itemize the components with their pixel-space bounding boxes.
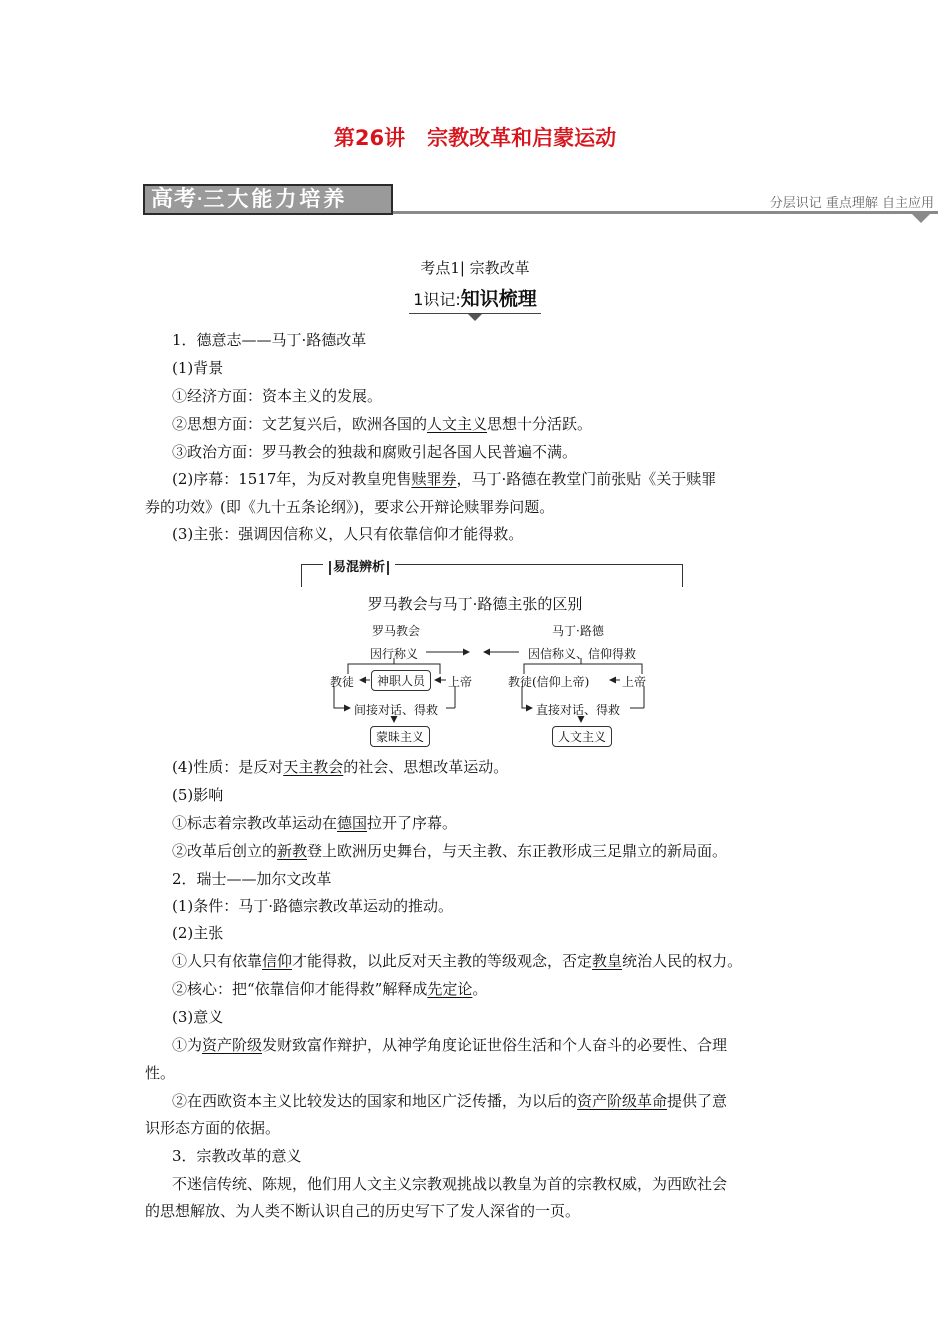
- significance-1-cont: 性。: [145, 1064, 176, 1082]
- influence-2: ②改革后创立的新教登上欧洲历史舞台，与天主教、东正教形成三足鼎立的新局面。: [172, 842, 728, 860]
- banner-rule: [393, 211, 938, 214]
- diagram-right-principle: 因信称义、信仰得救: [528, 647, 637, 661]
- comparison-diagram: [322, 618, 662, 750]
- banner-label: [143, 184, 393, 215]
- diagram-obscurantism-box: 蒙昧主义: [370, 726, 430, 747]
- banner-dot: ·: [197, 191, 204, 208]
- section-3-heading: 3．宗教改革的意义: [172, 1147, 302, 1165]
- diagram-left-principle: 因行称义: [370, 647, 419, 661]
- nature: (4)性质：是反对天主教会的社会、思想改革运动。: [172, 758, 509, 776]
- banner-subtitle: 三大能力培养: [203, 187, 348, 211]
- section-3-para-1: 不迷信传统、陈规，他们用人文主义宗教观挑战以教皇为首的宗教权威，为西欧社会: [172, 1175, 728, 1193]
- lecture-number: 第26讲: [333, 126, 406, 150]
- zhishi-number: 1识记:: [413, 290, 461, 309]
- prelude-line-1: (2)序幕：1517年，为反对教皇兜售赎罪券，马丁·路德在教堂门前张贴《关于赎罪: [172, 470, 717, 488]
- section-banner: [143, 184, 938, 224]
- significance-heading: (3)意义: [172, 1008, 224, 1026]
- diagram-left-believer: 教徒: [330, 675, 355, 689]
- banner-arrow-icon: [912, 214, 930, 223]
- significance-2: ②在西欧资本主义比较发达的国家和地区广泛传播，为以后的资产阶级革命提供了意: [172, 1092, 728, 1110]
- zhishi-heading: [0, 284, 950, 314]
- section-1-heading: 1．德意志——马丁·路德改革: [172, 331, 367, 349]
- zhishi-arrow-icon: [468, 314, 482, 321]
- diagram-right-god: 上帝: [622, 675, 647, 689]
- diagram-right-head: 马丁·路德: [552, 624, 604, 638]
- proposition: (3)主张：强调因信称义，人只有依靠信仰才能得救。: [172, 525, 524, 543]
- diagram-left-god: 上帝: [448, 675, 473, 689]
- confusion-box-label: 易混辨析: [323, 556, 395, 575]
- section-3-para-2: 的思想解放、为人类不断认识自己的历史写下了发人深省的一页。: [145, 1202, 581, 1220]
- background-economic: ①经济方面：资本主义的发展。: [172, 387, 383, 405]
- diagram-clergy-box: 神职人员: [371, 670, 431, 691]
- confusion-box: [301, 560, 682, 586]
- page-title: [0, 122, 950, 152]
- diagram-right-believer: 教徒(信仰上帝): [508, 675, 590, 689]
- claims-2: ②核心：把“依靠信仰才能得救”解释成先定论。: [172, 980, 488, 998]
- banner-right-text: 分层识记 重点理解 自主应用: [769, 196, 934, 211]
- prelude-line-2: 券的功效》(即《九十五条论纲》)，要求公开辩论赎罪券问题。: [145, 498, 555, 516]
- banner-gaokao: 高考: [151, 187, 198, 212]
- diagram-left-dialogue: 间接对话、得救: [354, 703, 439, 717]
- background-thought: ②思想方面：文艺复兴后，欧洲各国的人文主义思想十分活跃。: [172, 415, 593, 433]
- background-heading: (1)背景: [172, 359, 224, 377]
- condition: (1)条件：马丁·路德宗教改革运动的推动。: [172, 897, 454, 915]
- diagram-right-dialogue: 直接对话、得救: [536, 703, 621, 717]
- influence-heading: (5)影响: [172, 786, 224, 804]
- significance-2-cont: 识形态方面的依据。: [145, 1119, 281, 1137]
- section-2-heading: 2．瑞士——加尔文改革: [172, 870, 332, 888]
- significance-1: ①为资产阶级发财致富作辩护，从神学角度论证世俗生活和个人奋斗的必要性、合理: [172, 1036, 728, 1054]
- claims-1: ①人只有依靠信仰才能得救，以此反对天主教的等级观念，否定教皇统治人民的权力。: [172, 952, 743, 970]
- claims-heading: (2)主张: [172, 924, 224, 942]
- diagram-humanism-box: 人文主义: [552, 726, 612, 747]
- lecture-topic: 宗教改革和启蒙运动: [427, 126, 617, 150]
- zhishi-title: 知识梳理: [460, 288, 537, 310]
- kaodian-heading: 考点1| 宗教改革: [420, 259, 530, 277]
- influence-1: ①标志着宗教改革运动在德国拉开了序幕。: [172, 814, 458, 832]
- diagram-title: 罗马教会与马丁·路德主张的区别: [367, 595, 583, 613]
- diagram-left-head: 罗马教会: [372, 624, 421, 638]
- background-political: ③政治方面：罗马教会的独裁和腐败引起各国人民普遍不满。: [172, 443, 578, 461]
